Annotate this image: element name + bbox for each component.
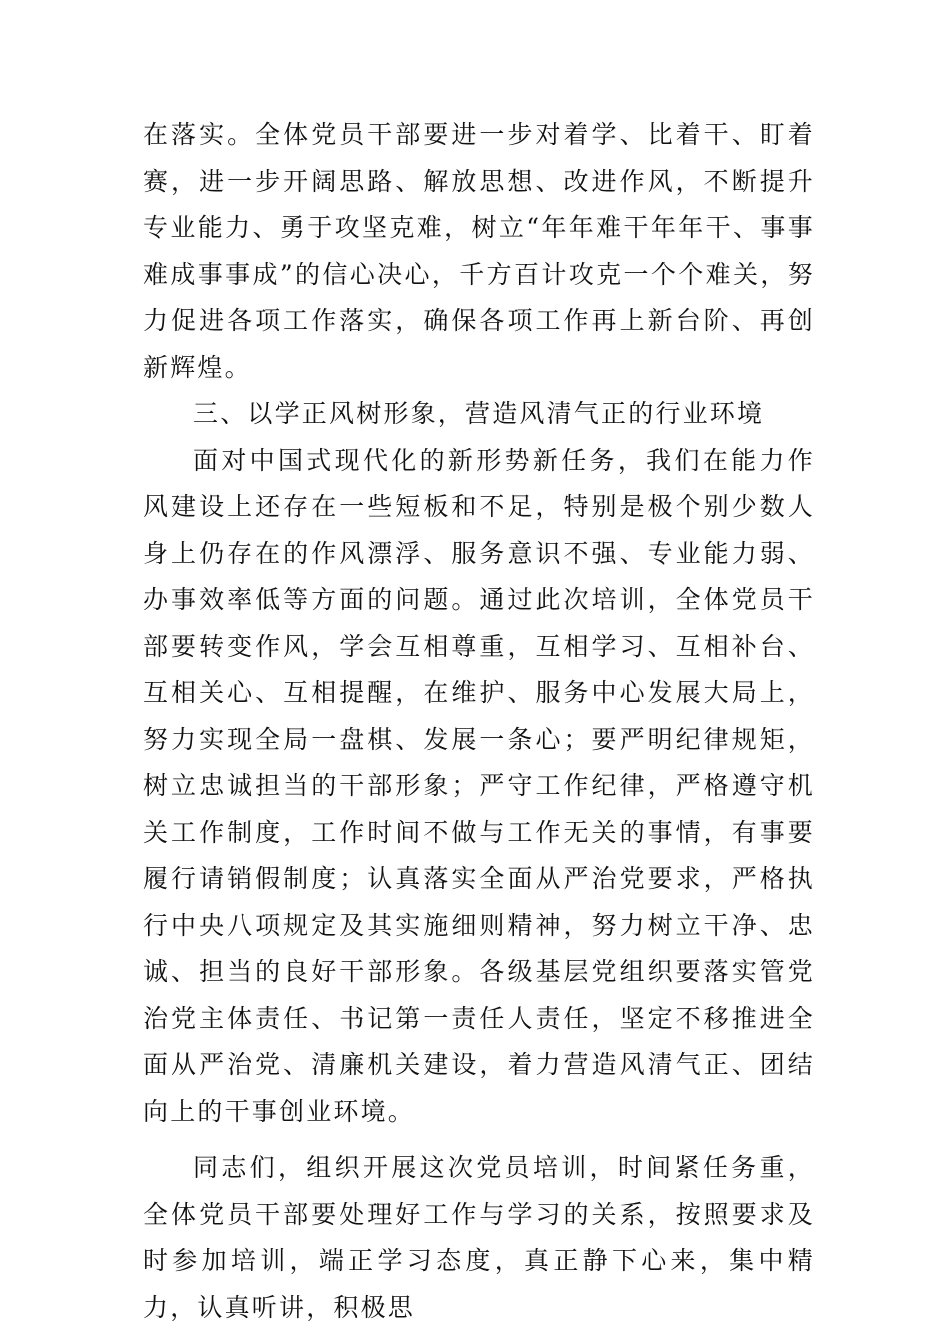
paragraph-continuation: 在落实。全体党员干部要进一步对着学、比着干、盯着赛，进一步开阔思路、解放思想、改进作风，不断提升专业能力、勇于攻坚克难，树立“年年难干年年干、事事难成事事成”的信心决心，千方百计攻克一个个难关，努力促进各项工作落实，确保各项工作再上新台阶、再创新辉煌。: [143, 120, 815, 382]
paragraph-closing-remarks: 同志们，组织开展这次党员培训，时间紧任务重，全体党员干部要处理好工作与学习的关系，按照要求及时参加培训，端正学习态度，真正静下心来，集中精力，认真听讲，积极思: [143, 1153, 815, 1322]
paragraph-style-discipline: 面对中国式现代化的新形势新任务，我们在能力作风建设上还存在一些短板和不足，特别是极个别少数人身上仍存在的作风漂浮、服务意识不强、专业能力弱、办事效率低等方面的问题。通过此次培训，全体党员干部要转变作风，学会互相尊重，互相学习、互相补台、互相关心、互相提醒，在维护、服务中心发展大局上，努力实现全局一盘棋、发展一条心；要严明纪律规矩，树立忠诚担当的干部形象；严守工作纪律，严格遵守机关工作制度，工作时间不做与工作无关的事情，有事要履行请销假制度；认真落实全面从严治党要求，严格执行中央八项规定及其实施细则精神，努力树立干净、忠诚、担当的良好干部形象。各级基层党组织要落实管党治党主体责任、书记第一责任人责任，坚定不移推进全面从严治党、清廉机关建设，着力营造风清气正、团结向上的干事创业环境。: [143, 445, 815, 1126]
section-heading: 三、以学正风树形象，营造风清气正的行业环境: [193, 399, 765, 428]
document-body: [143, 112, 815, 1331]
